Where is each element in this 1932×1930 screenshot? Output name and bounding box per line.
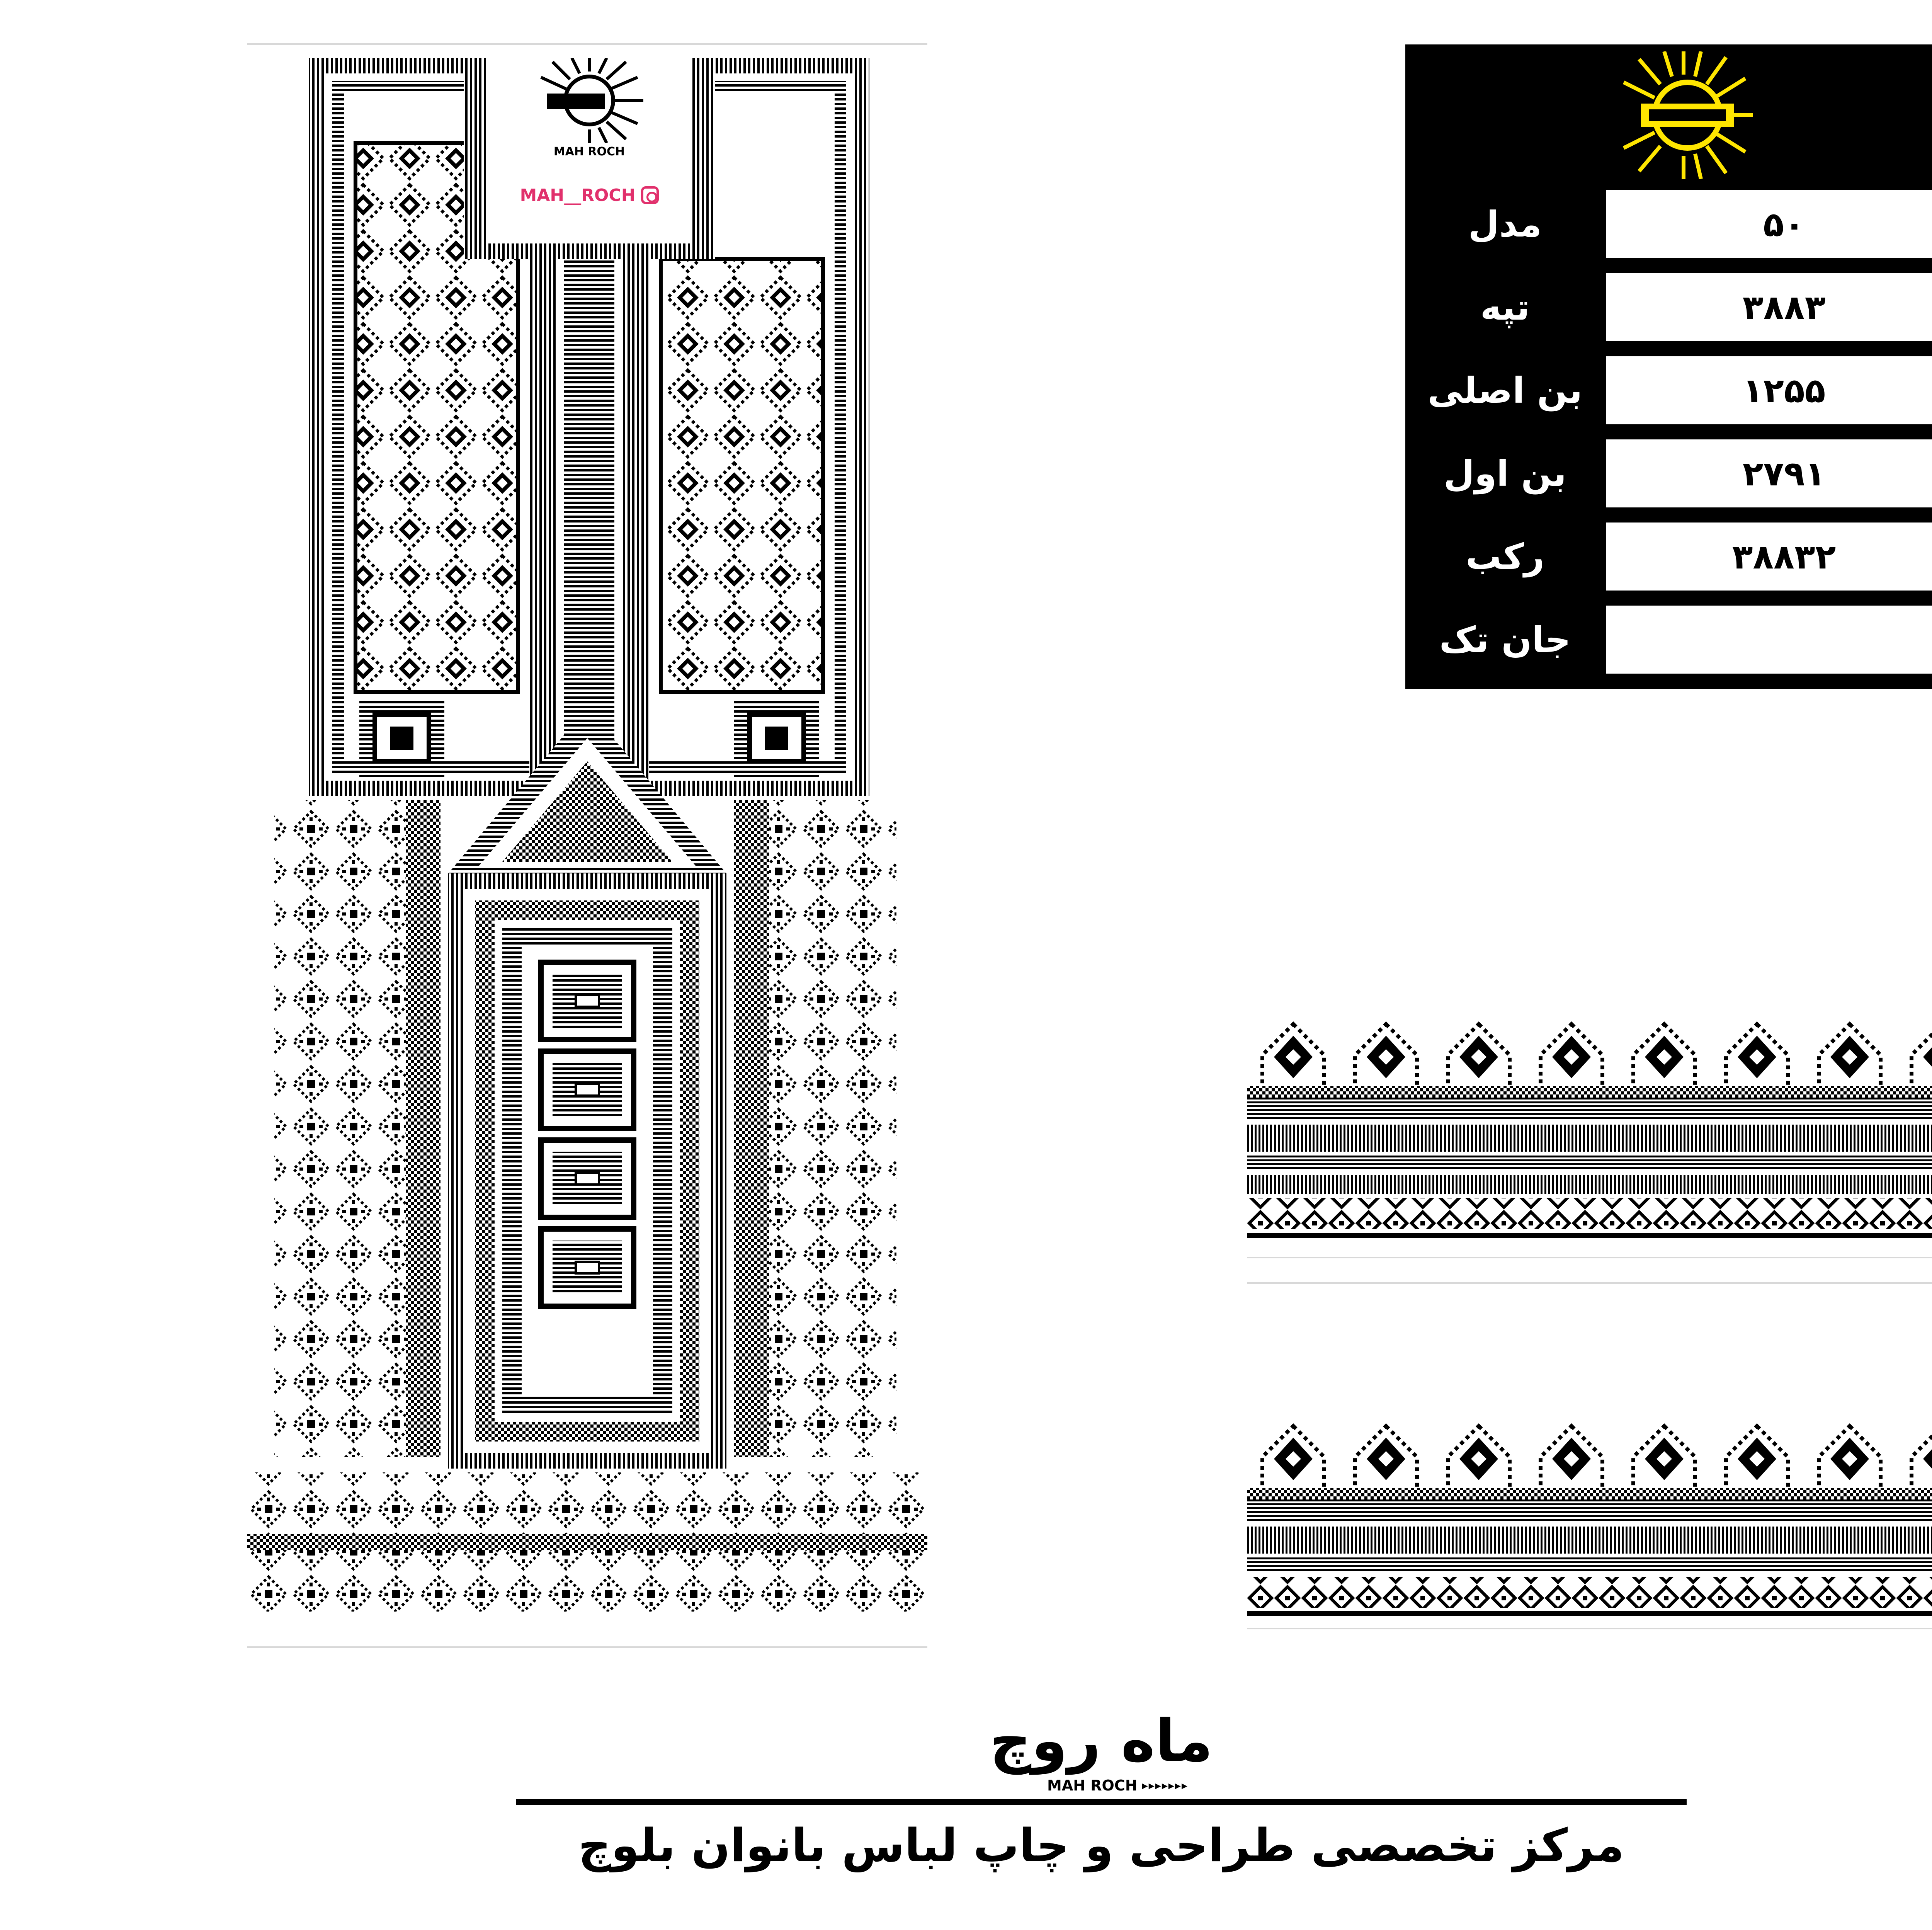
instagram-icon [641, 186, 659, 204]
spec-logo-cell [1405, 44, 1932, 186]
dress-bottom-rule [247, 1646, 927, 1648]
footer-brand-name: ماه روچ [990, 1707, 1213, 1775]
strip-divider [1247, 1282, 1932, 1284]
spec-row [1405, 435, 1932, 512]
spec-value [1606, 606, 1932, 674]
spec-table [1405, 44, 1932, 689]
border-strip-jan-tak [1247, 1422, 1932, 1631]
spec-row [1405, 601, 1932, 678]
neck-label-brand: MAH ROCH [553, 145, 625, 158]
footer-tagline: مرکز تخصصی طراحی و چاپ لباس بانوان بلوچ [578, 1819, 1624, 1872]
spec-value: ۵۰ [1606, 190, 1932, 258]
dress-front-pattern [247, 43, 927, 1650]
sun-logo-icon [1618, 51, 1757, 179]
spec-label: جان تک [1412, 606, 1598, 674]
dress-top-rule [247, 43, 927, 45]
spec-label: مدل [1412, 190, 1598, 258]
sun-logo-icon [531, 58, 647, 143]
footer-brand-logo [970, 1708, 1233, 1797]
spec-label: رکب [1412, 522, 1598, 591]
spec-row [1405, 518, 1932, 595]
spec-value: ۳۸۸۳ [1606, 273, 1932, 341]
spec-label: تپه [1412, 273, 1598, 341]
footer-rule [516, 1799, 1687, 1805]
spec-value: ۱۲۵۵ [1606, 356, 1932, 424]
instagram-handle: MAH__ROCH [520, 185, 636, 205]
spec-label: بن اول [1412, 439, 1598, 507]
spec-row [1405, 186, 1932, 263]
spec-value: ۳۸۸۳۲ [1606, 522, 1932, 591]
spec-value: ۲۷۹۱ [1606, 439, 1932, 507]
arrow-row-icon: ▸▸▸▸▸▸▸ [1142, 1779, 1188, 1792]
neck-label-instagram [497, 182, 682, 209]
spec-row [1405, 269, 1932, 346]
neck-label [489, 58, 690, 220]
border-strip-rekab [1247, 1020, 1932, 1260]
spec-row [1405, 352, 1932, 429]
spec-label: بن اصلی [1412, 356, 1598, 424]
footer-brand-latin: MAH ROCH [1047, 1777, 1138, 1794]
